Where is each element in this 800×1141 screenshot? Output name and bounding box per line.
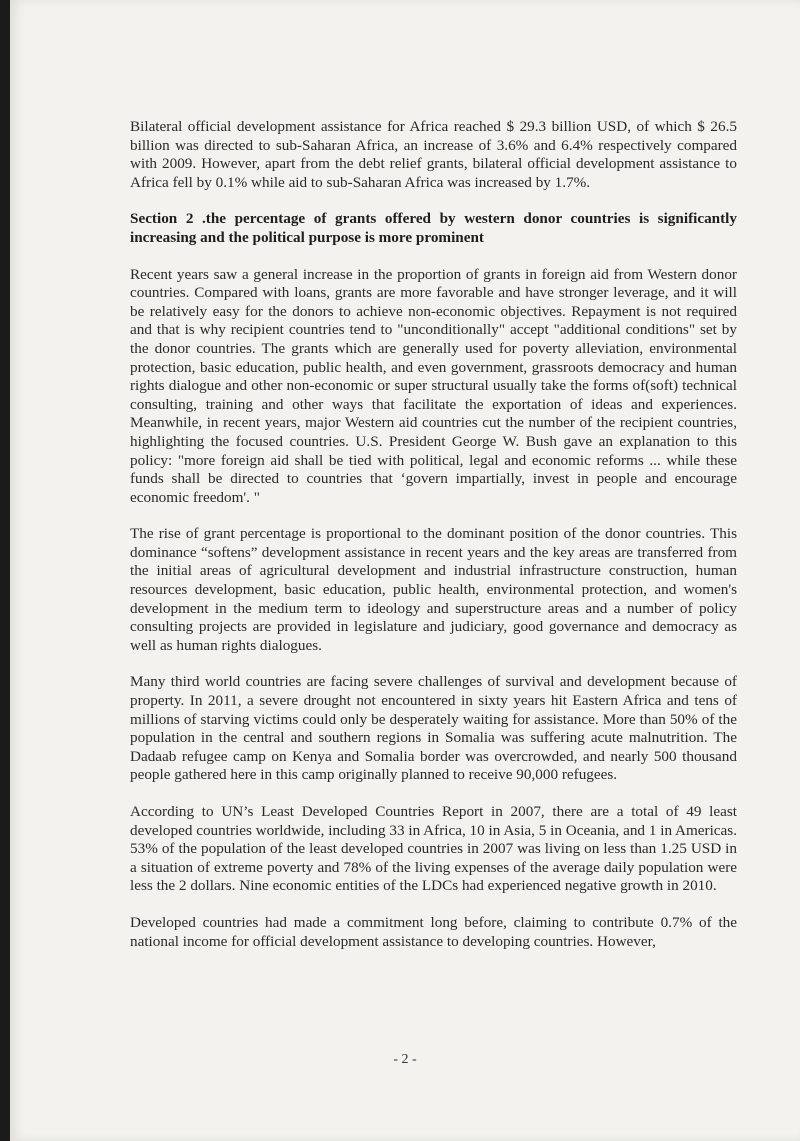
paragraph-ldc-report: According to UN’s Least Developed Countries Report in 2007, there are a total of 49 least developed countries worldwide, including 33 in Africa, 10 in Asia, 5 in Oceania, and 1 in Americas. 53% of the population of the least developed countries in 2007 was living on less than 1.25 USD in a situation of extreme poverty and 78% of the living expenses of the average daily population were less the 2 dollars. Nine economic entities of the LDCs had experienced negative growth in 2010. — [130, 803, 737, 895]
document-page — [10, 0, 800, 1141]
section-heading: Section 2 .the percentage of grants offered by western donor countries is significantly increasing and the political purpose is more prominent — [130, 210, 737, 246]
paragraph-third-world: Many third world countries are facing severe challenges of survival and development because of property. In 2011, a severe drought not encountered in sixty years hit Eastern Africa and tens of millions of starving victims could only be desperately waiting for assistance. More than 50% of the population in the central and southern regions in Somalia was suffering acute malnutrition. The Dadaab refugee camp on Kenya and Somalia border was overcrowded, and nearly 500 thousand people gathered here in this camp originally planned to receive 90,000 refugees. — [130, 673, 737, 784]
paragraph-grants-increase: Recent years saw a general increase in the proportion of grants in foreign aid from Western donor countries. Compared with loans, grants are more favorable and have stronger leverage, and it will be relatively easy for the donors to achieve non-economic objectives. Repayment is not required and that is why recipient countries tend to "unconditionally" accept "additional conditions" set by the donor countries. The grants which are generally used for poverty alleviation, environmental protection, basic education, public health, and even government, grassroots democracy and human rights dialogue and other non-economic or super structural usually take the forms of(soft) technical consulting, training and other ways that facilitate the exportation of ideas and experiences. Meanwhile, in recent years, major Western aid countries cut the number of the recipient countries, highlighting the focused countries. U.S. President George W. Bush gave an explanation to this policy: "more foreign aid shall be tied with political, legal and economic reforms ... while these funds shall be directed to countries that ‘govern impartially, invest in people and encourage economic freedom'. " — [130, 265, 737, 506]
document-body — [130, 118, 737, 969]
paragraph-grant-percentage: The rise of grant percentage is proportional to the dominant position of the donor countries. This dominance “softens” development assistance in recent years and the key areas are transferred from the initial areas of agricultural development and industrial infrastructure construction, human resources development, basic education, public health, environmental protection, and women's development in the medium term to ideology and superstructure areas and a number of policy consulting projects are provided in legislature and judiciary, good governance and democracy as well as human rights dialogues. — [130, 525, 737, 654]
paragraph-commitment: Developed countries had made a commitment long before, claiming to contribute 0.7% of the national income for official development assistance to developing countries. However, — [130, 913, 737, 950]
paragraph-bilateral-oda: Bilateral official development assistance for Africa reached $ 29.3 billion USD, of which $ 26.5 billion was directed to sub-Saharan Africa, an increase of 3.6% and 6.4% respectively compared with 2009. However, apart from the debt relief grants, bilateral official development assistance to Africa fell by 0.1% while aid to sub-Saharan Africa was increased by 1.7%. — [130, 118, 737, 191]
page-number: - 2 - — [393, 1052, 417, 1067]
